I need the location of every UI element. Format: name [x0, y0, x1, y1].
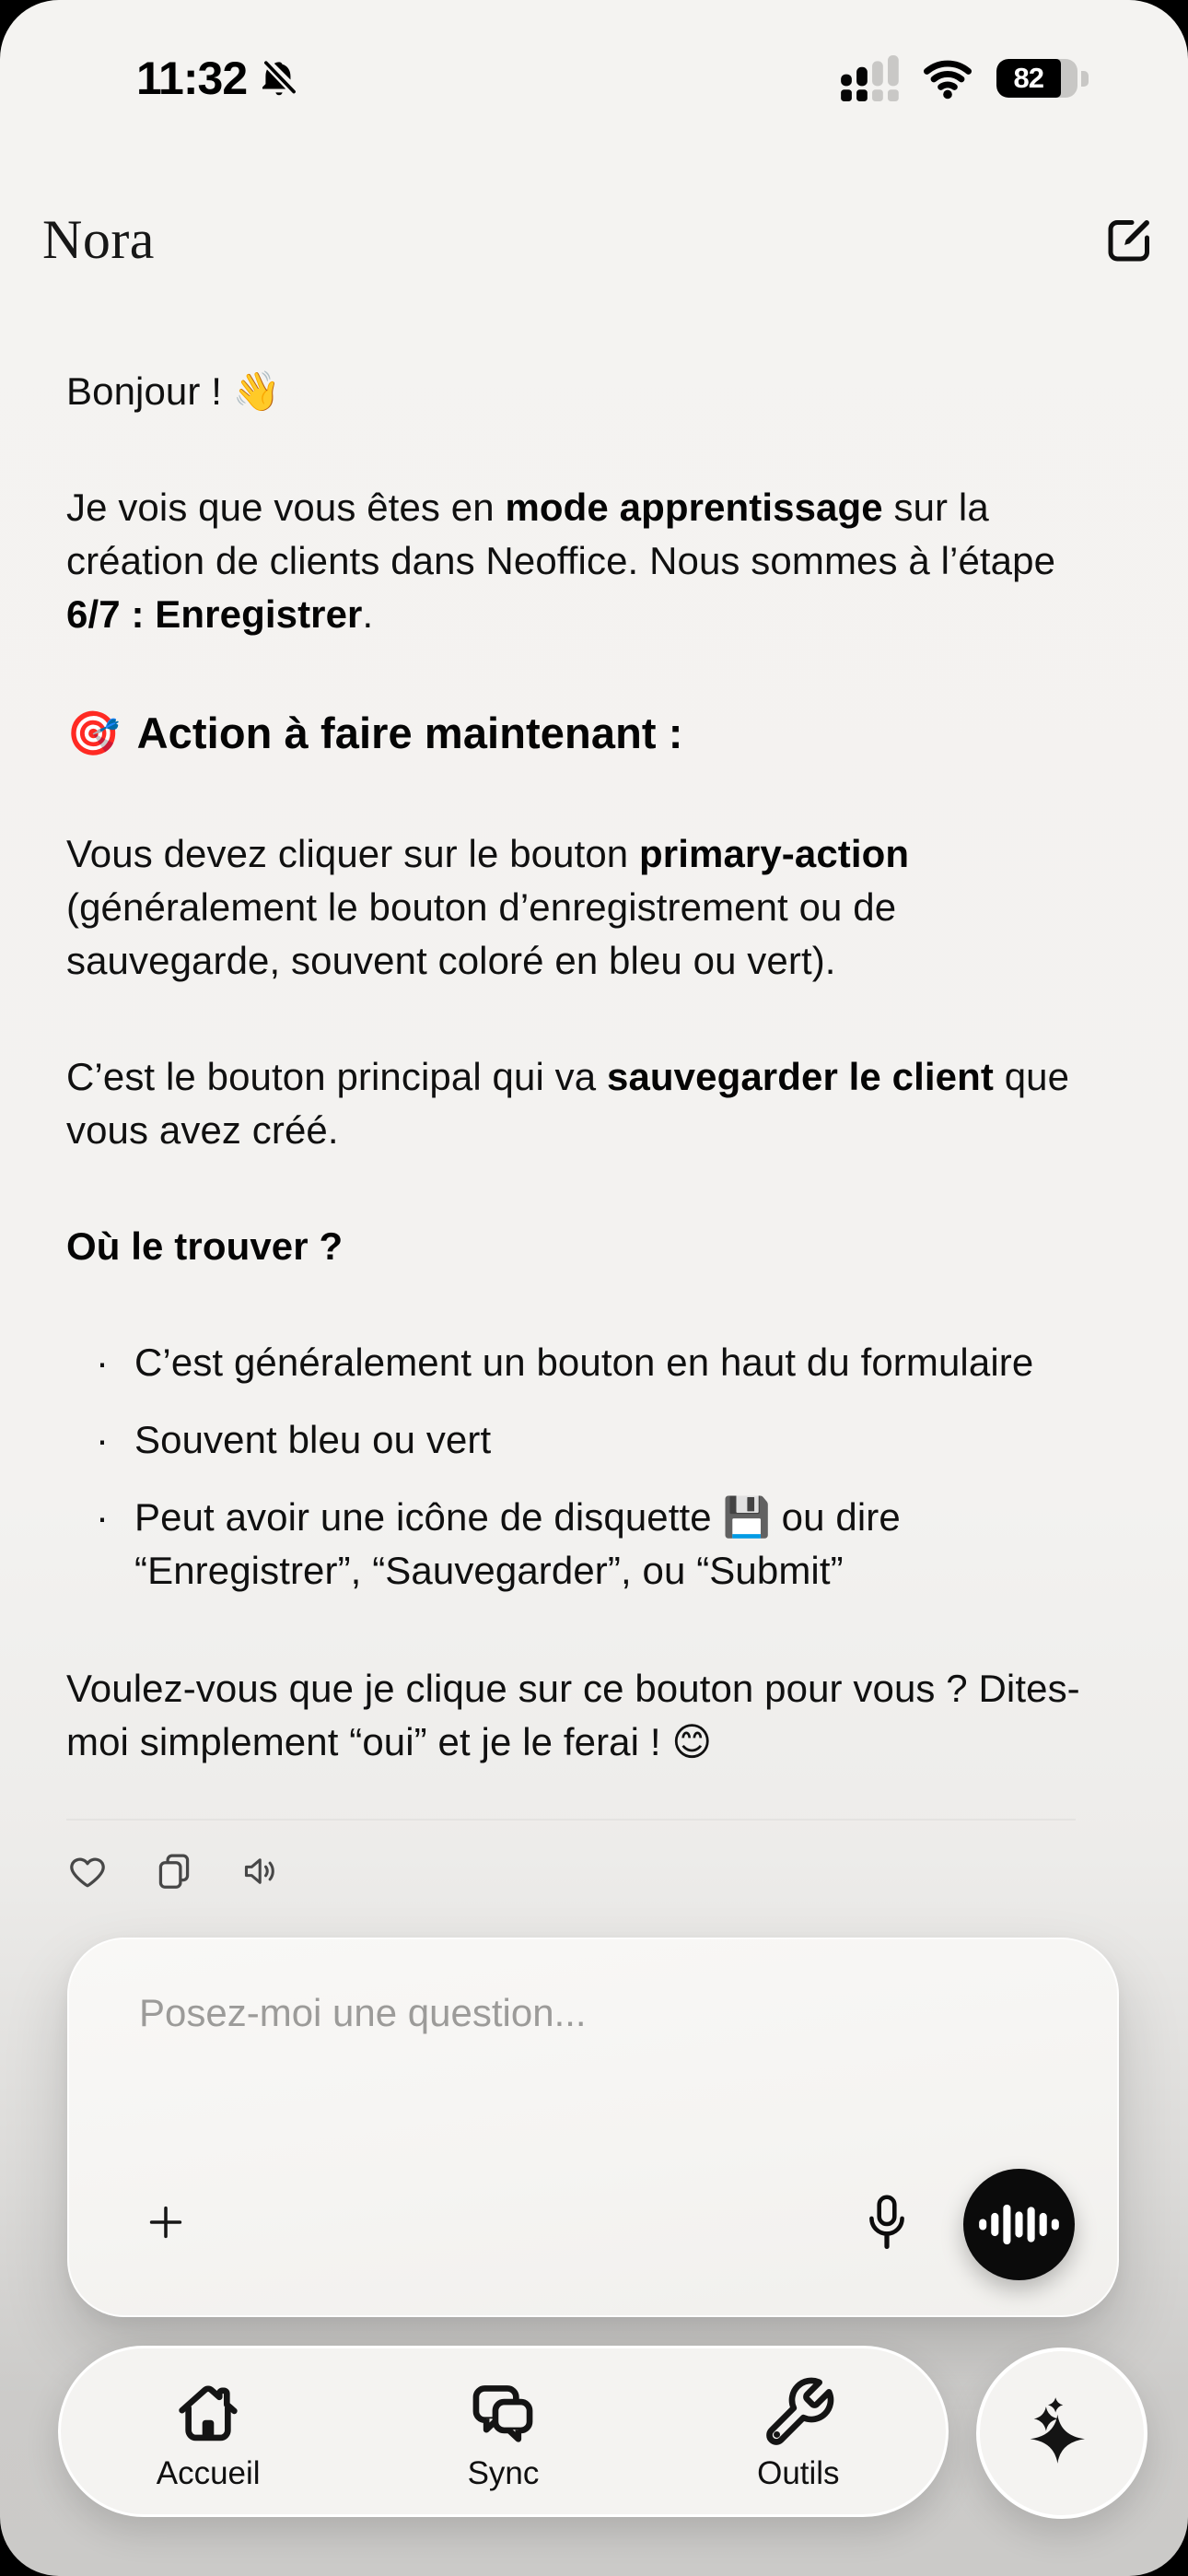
- heart-icon[interactable]: [66, 1850, 109, 1892]
- bullet-list: [66, 1336, 1096, 1598]
- action-heading-text: Action à faire maintenant :: [136, 708, 683, 757]
- bullet-marker: ·: [96, 1495, 110, 1539]
- assistant-sparkle-button[interactable]: [976, 2348, 1147, 2519]
- list-item: [66, 1336, 1096, 1389]
- where-heading: Où le trouver ?: [66, 1224, 344, 1268]
- battery-cap: [1081, 71, 1089, 87]
- question-input[interactable]: [137, 1985, 1007, 2127]
- bullet-text: Peut avoir une icône de disquette 💾 ou dire “Enregistrer”, “Sauvegarder”, ou “Submit”: [134, 1495, 901, 1592]
- nav-item-accueil[interactable]: [61, 2348, 355, 2514]
- sparkles-icon: [1016, 2387, 1108, 2479]
- nav-item-sync[interactable]: [355, 2348, 650, 2514]
- wrench-icon: [760, 2374, 837, 2452]
- nav-label: Sync: [467, 2455, 540, 2491]
- intro-paragraph: Je vois que vous êtes en mode apprentissage sur la création de clients dans Neoffice. Nous sommes à l’étape 6/7 : Enregistrer.: [66, 486, 1056, 636]
- copy-icon[interactable]: [153, 1850, 195, 1892]
- bell-slash-icon: [258, 57, 300, 100]
- message-actions: [66, 1850, 1096, 1892]
- instruction-paragraph: Vous devez cliquer sur le bouton primary-action (généralement le bouton d’enregistrement ou de sauvegarde, souvent coloré en bleu ou vert).: [66, 832, 910, 982]
- status-right: [841, 55, 1089, 101]
- message-divider: [66, 1819, 1076, 1821]
- header: [42, 208, 1157, 272]
- bottom-nav: [58, 2346, 949, 2517]
- greeting-paragraph: Bonjour ! 👋: [66, 369, 282, 413]
- nav-item-outils[interactable]: [651, 2348, 946, 2514]
- clock: 11:32: [136, 53, 248, 104]
- wifi-icon: [921, 57, 974, 100]
- nav-label: Accueil: [156, 2455, 261, 2491]
- bullet-marker: ·: [96, 1341, 110, 1384]
- speaker-icon[interactable]: [239, 1850, 282, 1892]
- home-icon: [169, 2374, 247, 2452]
- bullet-text: C’est généralement un bouton en haut du formulaire: [134, 1341, 1034, 1384]
- chat-bubbles-icon: [464, 2374, 542, 2452]
- action-heading: [66, 704, 1096, 763]
- status-bar: [136, 48, 1089, 109]
- compose-icon[interactable]: [1101, 213, 1157, 268]
- list-item: [66, 1413, 1096, 1467]
- voice-mode-button[interactable]: [963, 2169, 1075, 2280]
- battery-indicator: [996, 59, 1089, 98]
- assistant-message: [66, 365, 1096, 1892]
- waveform-icon: [963, 2169, 1075, 2280]
- bullet-text: Souvent bleu ou vert: [134, 1418, 492, 1461]
- battery-percent: 82: [1013, 62, 1043, 94]
- status-left: [136, 52, 300, 105]
- page-title: Nora: [42, 209, 155, 270]
- list-item: [66, 1491, 1096, 1598]
- target-emoji: 🎯: [66, 708, 121, 757]
- plus-icon[interactable]: [143, 2199, 189, 2245]
- bullet-marker: ·: [96, 1418, 110, 1461]
- closing-paragraph: Voulez-vous que je clique sur ce bouton pour vous ? Dites-moi simplement “oui” et je le ferai ! 😊: [66, 1667, 1080, 1763]
- purpose-paragraph: C’est le bouton principal qui va sauvegarder le client que vous avez créé.: [66, 1055, 1070, 1152]
- microphone-icon[interactable]: [865, 2194, 909, 2254]
- cellular-signal-icon: [841, 55, 899, 101]
- nav-label: Outils: [757, 2455, 840, 2491]
- composer-card[interactable]: [67, 1938, 1119, 2317]
